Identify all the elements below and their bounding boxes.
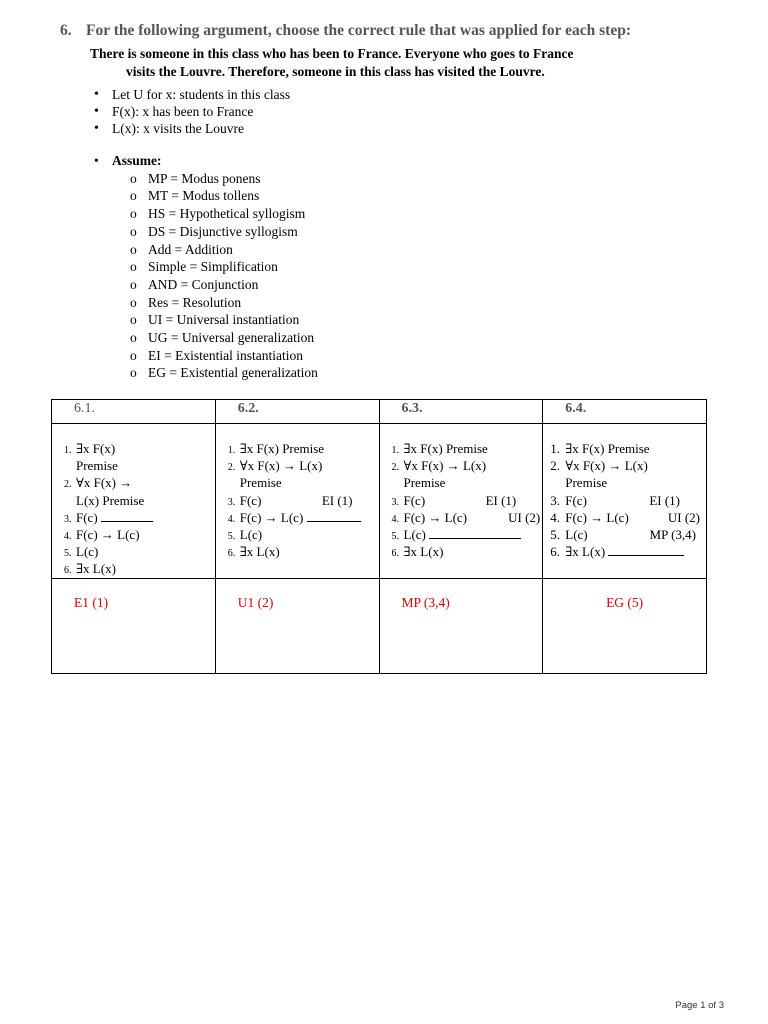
step-2: 2. ∀x F(x) → L(x) Premise (74, 474, 215, 508)
step-1: 1. ∃x F(x) Premise (402, 440, 543, 457)
step-2: 2. ∀x F(x) → L(x) Premise (238, 457, 379, 491)
rule-item: o AND = Conjunction (130, 276, 318, 294)
step-5: 5. L(c) MP (3,4) (563, 526, 706, 543)
steps-6-3 (379, 424, 543, 579)
rules-list (92, 170, 318, 382)
header-6-4: 6.4. (543, 400, 707, 424)
steps-6-1 (52, 424, 216, 579)
rule-item: o Add = Addition (130, 241, 318, 259)
rule-item: o DS = Disjunctive syllogism (130, 223, 318, 241)
step-5: 5. L(c) (402, 526, 543, 543)
answer-6-3: MP (3,4) (379, 578, 543, 673)
step-6: 6. ∃x L(x) (238, 543, 379, 560)
question-text: For the following argument, choose the correct rule that was applied for each step: (86, 22, 632, 39)
rule-item: o MT = Modus tollens (130, 187, 318, 205)
steps-6-4 (543, 424, 707, 579)
header-6-2: 6.2. (215, 400, 379, 424)
answer-blank[interactable] (429, 526, 521, 539)
assume-section (92, 152, 318, 382)
step-5: 5. L(c) (74, 543, 215, 560)
rule-item: o EG = Existential generalization (130, 364, 318, 382)
step-1: 1. ∃x F(x) Premise (74, 440, 215, 474)
answer-6-2: U1 (2) (215, 578, 379, 673)
step-1: 1. ∃x F(x) Premise (238, 440, 379, 457)
table-steps-row (52, 424, 707, 579)
header-6-3: 6.3. (379, 400, 543, 424)
answer-blank[interactable] (608, 543, 684, 556)
rule-item: o HS = Hypothetical syllogism (130, 205, 318, 223)
step-6: 6. ∃x L(x) (563, 543, 706, 560)
definition-domain: • Let U for x: students in this class (92, 86, 290, 103)
rule-item: o Simple = Simplification (130, 258, 318, 276)
step-3: 3. F(c) (74, 509, 215, 526)
definition-f: • F(x): x has been to France (92, 103, 290, 120)
table-answer-row (52, 578, 707, 673)
rule-item: o UI = Universal instantiation (130, 311, 318, 329)
step-3: 3. F(c) EI (1) (238, 492, 379, 509)
table-header-row (52, 400, 707, 424)
answer-blank[interactable] (307, 509, 361, 522)
answer-6-4: EG (5) (543, 578, 707, 673)
step-6: 6. ∃x L(x) (402, 543, 543, 560)
argument-line-1: There is someone in this class who has been to France. Everyone who goes to France (90, 46, 574, 61)
definitions-list (92, 86, 290, 137)
header-6-1: 6.1. (52, 400, 216, 424)
assume-label: • Assume: (92, 152, 318, 170)
step-5: 5. L(c) (238, 526, 379, 543)
argument-statement (90, 45, 650, 81)
rule-item: o MP = Modus ponens (130, 170, 318, 188)
step-4: 4. F(c) → L(c) (74, 526, 215, 543)
answer-6-1: E1 (1) (52, 578, 216, 673)
argument-line-2: visits the Louvre. Therefore, someone in this class has visited the Louvre. (126, 64, 545, 79)
step-6: 6. ∃x L(x) (74, 560, 215, 577)
page-number: Page 1 of 3 (675, 1000, 724, 1011)
step-3: 3. F(c) EI (1) (563, 492, 706, 509)
steps-6-2 (215, 424, 379, 579)
step-3: 3. F(c) EI (1) (402, 492, 543, 509)
answer-blank[interactable] (101, 509, 153, 522)
step-1: 1. ∃x F(x) Premise (563, 440, 706, 457)
step-4: 4. F(c) → L(c) UI (2) (563, 509, 706, 526)
step-4: 4. F(c) → L(c) (238, 509, 379, 526)
rule-item: o EI = Existential instantiation (130, 347, 318, 365)
question-number: 6. (60, 22, 72, 39)
question-title (60, 22, 631, 40)
step-2: 2. ∀x F(x) → L(x) Premise (563, 457, 706, 491)
step-4: 4. F(c) → L(c) UI (2) (402, 509, 543, 526)
step-2: 2. ∀x F(x) → L(x) Premise (402, 457, 543, 491)
rule-item: o Res = Resolution (130, 294, 318, 312)
definition-l: • L(x): x visits the Louvre (92, 120, 290, 137)
proof-steps-table (51, 399, 707, 674)
rule-item: o UG = Universal generalization (130, 329, 318, 347)
